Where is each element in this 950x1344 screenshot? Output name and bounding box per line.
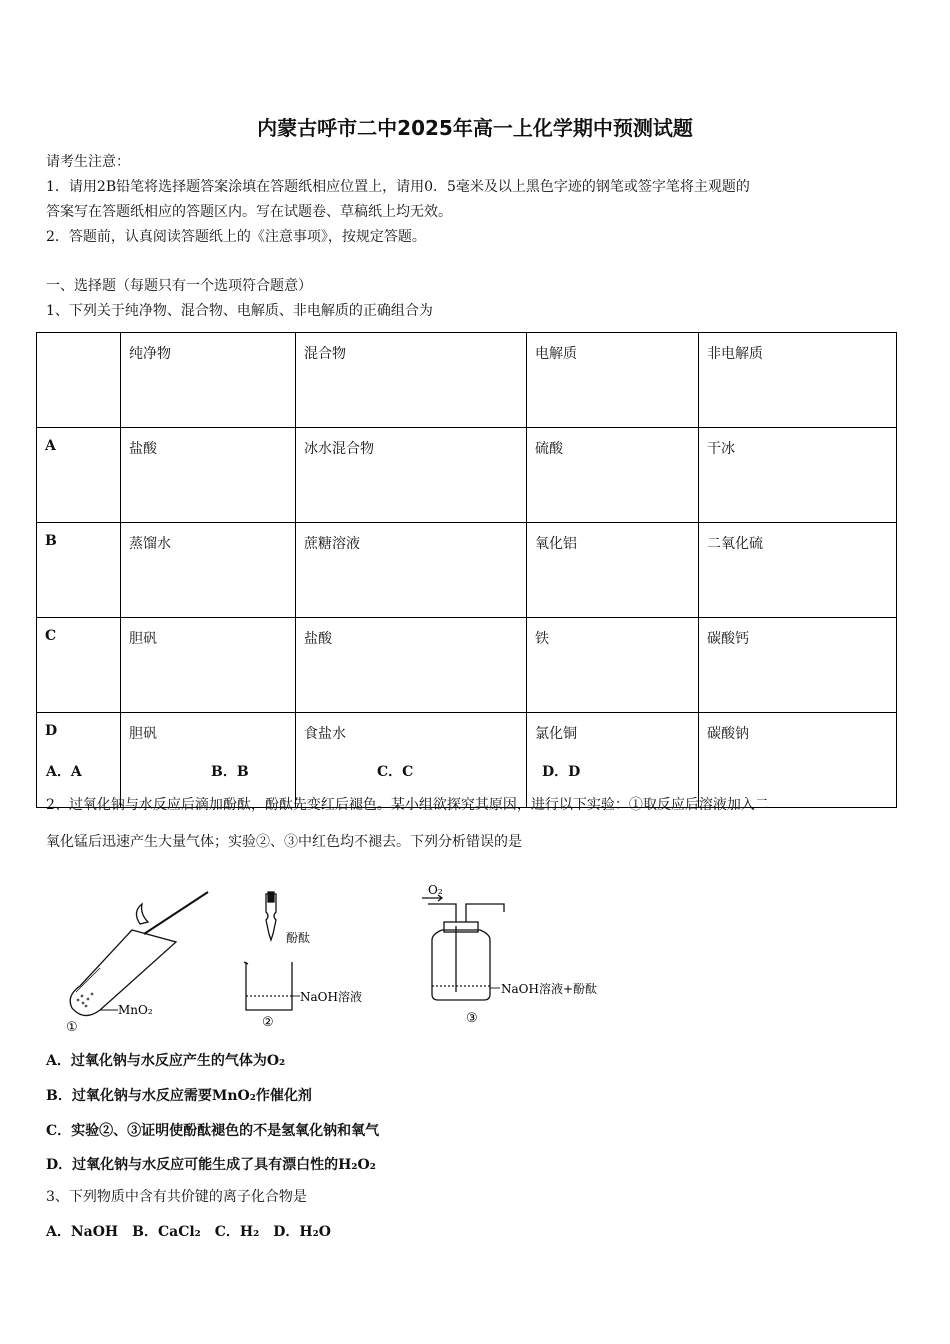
q2-option-a[interactable]: A．过氧化钠与水反应产生的气体为O₂ [46, 1053, 286, 1069]
notice-line-1a: 1．请用2B铅笔将选择题答案涂填在答题纸相应位置上，请用0．5毫米及以上黑色字迹的钢笔或签字笔将主观题的 [46, 179, 750, 195]
table-cell: 蒸馏水 [121, 523, 296, 618]
q2-option-b[interactable]: B．过氧化钠与水反应需要MnO₂作催化剂 [46, 1088, 312, 1104]
experiment-2-beaker [244, 892, 300, 1010]
notice-line-2: 2．答题前，认真阅读答题纸上的《注意事项》，按规定答题。 [46, 229, 426, 245]
table-cell: 盐酸 [296, 618, 527, 713]
row-label: C [37, 618, 121, 713]
naoh-phenol-label: NaOH溶液+酚酞 [501, 982, 598, 996]
row-label: A [37, 428, 121, 523]
table-cell: 蔗糖溶液 [296, 523, 527, 618]
table-cell: 铁 [527, 618, 699, 713]
table-cell: 干冰 [699, 428, 897, 523]
naoh-solution-label: NaOH溶液 [300, 990, 362, 1004]
table-cell: 盐酸 [121, 428, 296, 523]
table-cell: 碳酸钙 [699, 618, 897, 713]
q2-option-c[interactable]: C．实验②、③证明使酚酞褪色的不是氢氧化钠和氧气 [46, 1123, 380, 1139]
table-cell: 二氧化硫 [699, 523, 897, 618]
q2-stem-line-1: 2、过氧化钠与水反应后滴加酚酞，酚酞先变红后褪色。某小组欲探究其原因，进行以下实验：①取反应后溶液加入二 [46, 797, 769, 813]
q1-stem: 1、下列关于纯净物、混合物、电解质、非电解质的正确组合为 [46, 303, 433, 319]
table-row [37, 618, 897, 713]
row-label: B [37, 523, 121, 618]
mno2-label: MnO₂ [118, 1003, 153, 1017]
table-header-cell: 非电解质 [699, 333, 897, 428]
experiment-2-label: ② [262, 1015, 274, 1030]
experiment-1-test-tube [70, 892, 208, 1016]
q3-options[interactable]: A．NaOH B．CaCl₂ C．H₂ D．H₂O [46, 1224, 331, 1240]
table-cell: 硫酸 [527, 428, 699, 523]
q1-options [0, 761, 950, 781]
page-title: 内蒙古呼市二中2025年高一上化学期中预测试题 [257, 116, 693, 140]
q3-stem: 3、下列物质中含有共价键的离子化合物是 [46, 1189, 307, 1205]
table-cell: 氧化铝 [527, 523, 699, 618]
q2-option-d[interactable]: D．过氧化钠与水反应可能生成了具有漂白性的H₂O₂ [46, 1157, 376, 1173]
table-cell: 食盐水 [296, 713, 527, 808]
q1-table [36, 332, 897, 808]
table-header-cell: 混合物 [296, 333, 527, 428]
table-cell: 冰水混合物 [296, 428, 527, 523]
section-heading: 一、选择题（每题只有一个选项符合题意） [46, 278, 312, 294]
table-row [37, 523, 897, 618]
q2-stem-line-2: 氧化锰后迅速产生大量气体；实验②、③中红色均不褪去。下列分析错误的是 [46, 834, 522, 850]
q1-option-b[interactable]: B．B [211, 764, 249, 780]
q1-option-d[interactable]: D．D [542, 764, 581, 780]
table-header-cell: 纯净物 [121, 333, 296, 428]
experiment-figure [48, 882, 628, 1032]
table-header-cell: 电解质 [527, 333, 699, 428]
table-row [37, 713, 897, 808]
table-cell: 胆矾 [121, 618, 296, 713]
table-cell: 碳酸钠 [699, 713, 897, 808]
q1-option-c[interactable]: C．C [377, 764, 414, 780]
table-row [37, 428, 897, 523]
row-label: D [37, 713, 121, 808]
table-header-row [37, 333, 897, 428]
experiment-1-label: ① [66, 1020, 78, 1032]
notice-line-1b: 答案写在答题纸相应的答题区内。写在试题卷、草稿纸上均无效。 [46, 204, 452, 220]
oxygen-label: O₂ [428, 883, 443, 897]
table-cell [37, 333, 121, 428]
notice-heading: 请考生注意： [46, 154, 130, 170]
q1-option-a[interactable]: A．A [46, 764, 82, 780]
experiment-3-gas-bottle [422, 895, 504, 1000]
table-cell: 氯化铜 [527, 713, 699, 808]
table-cell: 胆矾 [121, 713, 296, 808]
experiment-3-label: ③ [466, 1011, 478, 1026]
phenol-label: 酚酞 [286, 931, 311, 945]
